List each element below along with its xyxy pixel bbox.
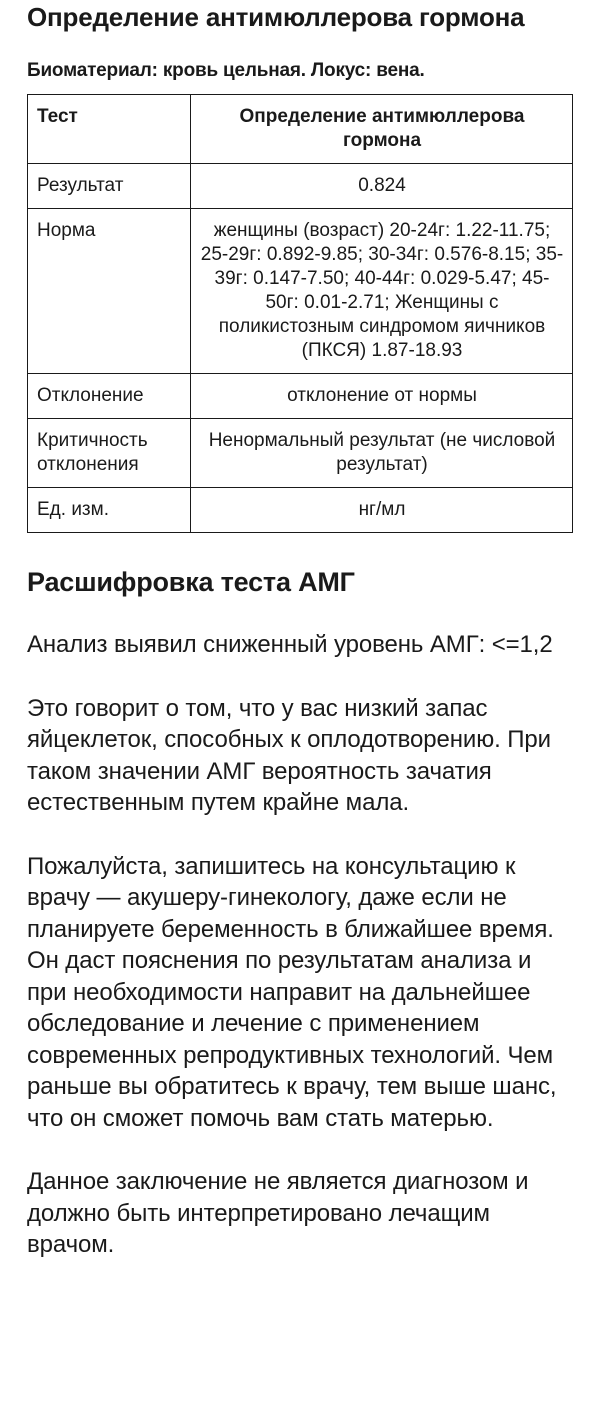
article [27,0,575,1261]
table-row-key: Результат [28,164,191,209]
paragraph-recommendation: Пожалуйста, запишитесь на консультацию к врачу — акушеру-гинекологу, даже если не планируете беременность в ближайшее время. Он даст пояснения по результатам анализа и при необходимости направит на дальнейшее обследование и лечение с применением современных репродуктивных технологий. Чем раньше вы обратитесь к врачу, тем выше шанс, что он сможет помочь вам стать матерью. [27,852,557,1132]
table-header-test: Тест [28,95,191,164]
paragraph-disclaimer: Данное заключение не является диагнозом и должно быть интерпретировано лечащим врачом. [27,1168,529,1258]
table-row-value: Ненормальный результат (не числовой результат) [191,419,573,488]
table-row [28,419,573,488]
table-row [28,209,573,374]
paragraph-result: Анализ выявил сниженный уровень АМГ: <=1,2 [27,631,553,658]
table-row [28,374,573,419]
table-row-value: нг/мл [191,488,573,533]
page-title: Определение антимюллерова гормона [27,2,525,32]
table-row [28,164,573,209]
section-title: Расшифровка теста АМГ [27,567,355,597]
table-header-value: Определение антимюллерова гормона [191,95,573,164]
table-row [28,488,573,533]
table-row-key: Ед. изм. [28,488,191,533]
table-row-value: женщины (возраст) 20-24г: 1.22-11.75; 25-29г: 0.892-9.85; 30-34г: 0.576-8.15; 35-39г: 0.147-7.50; 40-44г: 0.029-5.47; 45-50г: 0.01-2.71; Женщины с поликистозным синдромом яичников (ПКСЯ) 1.87-18.93 [191,209,573,374]
table-row-value: 0.824 [191,164,573,209]
table-row-key: Критичность отклонения [28,419,191,488]
table-row-value: отклонение от нормы [191,374,573,419]
table-row-key: Норма [28,209,191,374]
biomaterial-subtitle: Биоматериал: кровь цельная. Локус: вена. [27,60,425,81]
paragraph-explanation: Это говорит о том, что у вас низкий запас яйцеклеток, способных к оплодотворению. При таком значении АМГ вероятность зачатия естественным путем крайне мала. [27,694,551,816]
results-table [27,94,573,533]
table-row-key: Отклонение [28,374,191,419]
table-header-row [28,95,573,164]
